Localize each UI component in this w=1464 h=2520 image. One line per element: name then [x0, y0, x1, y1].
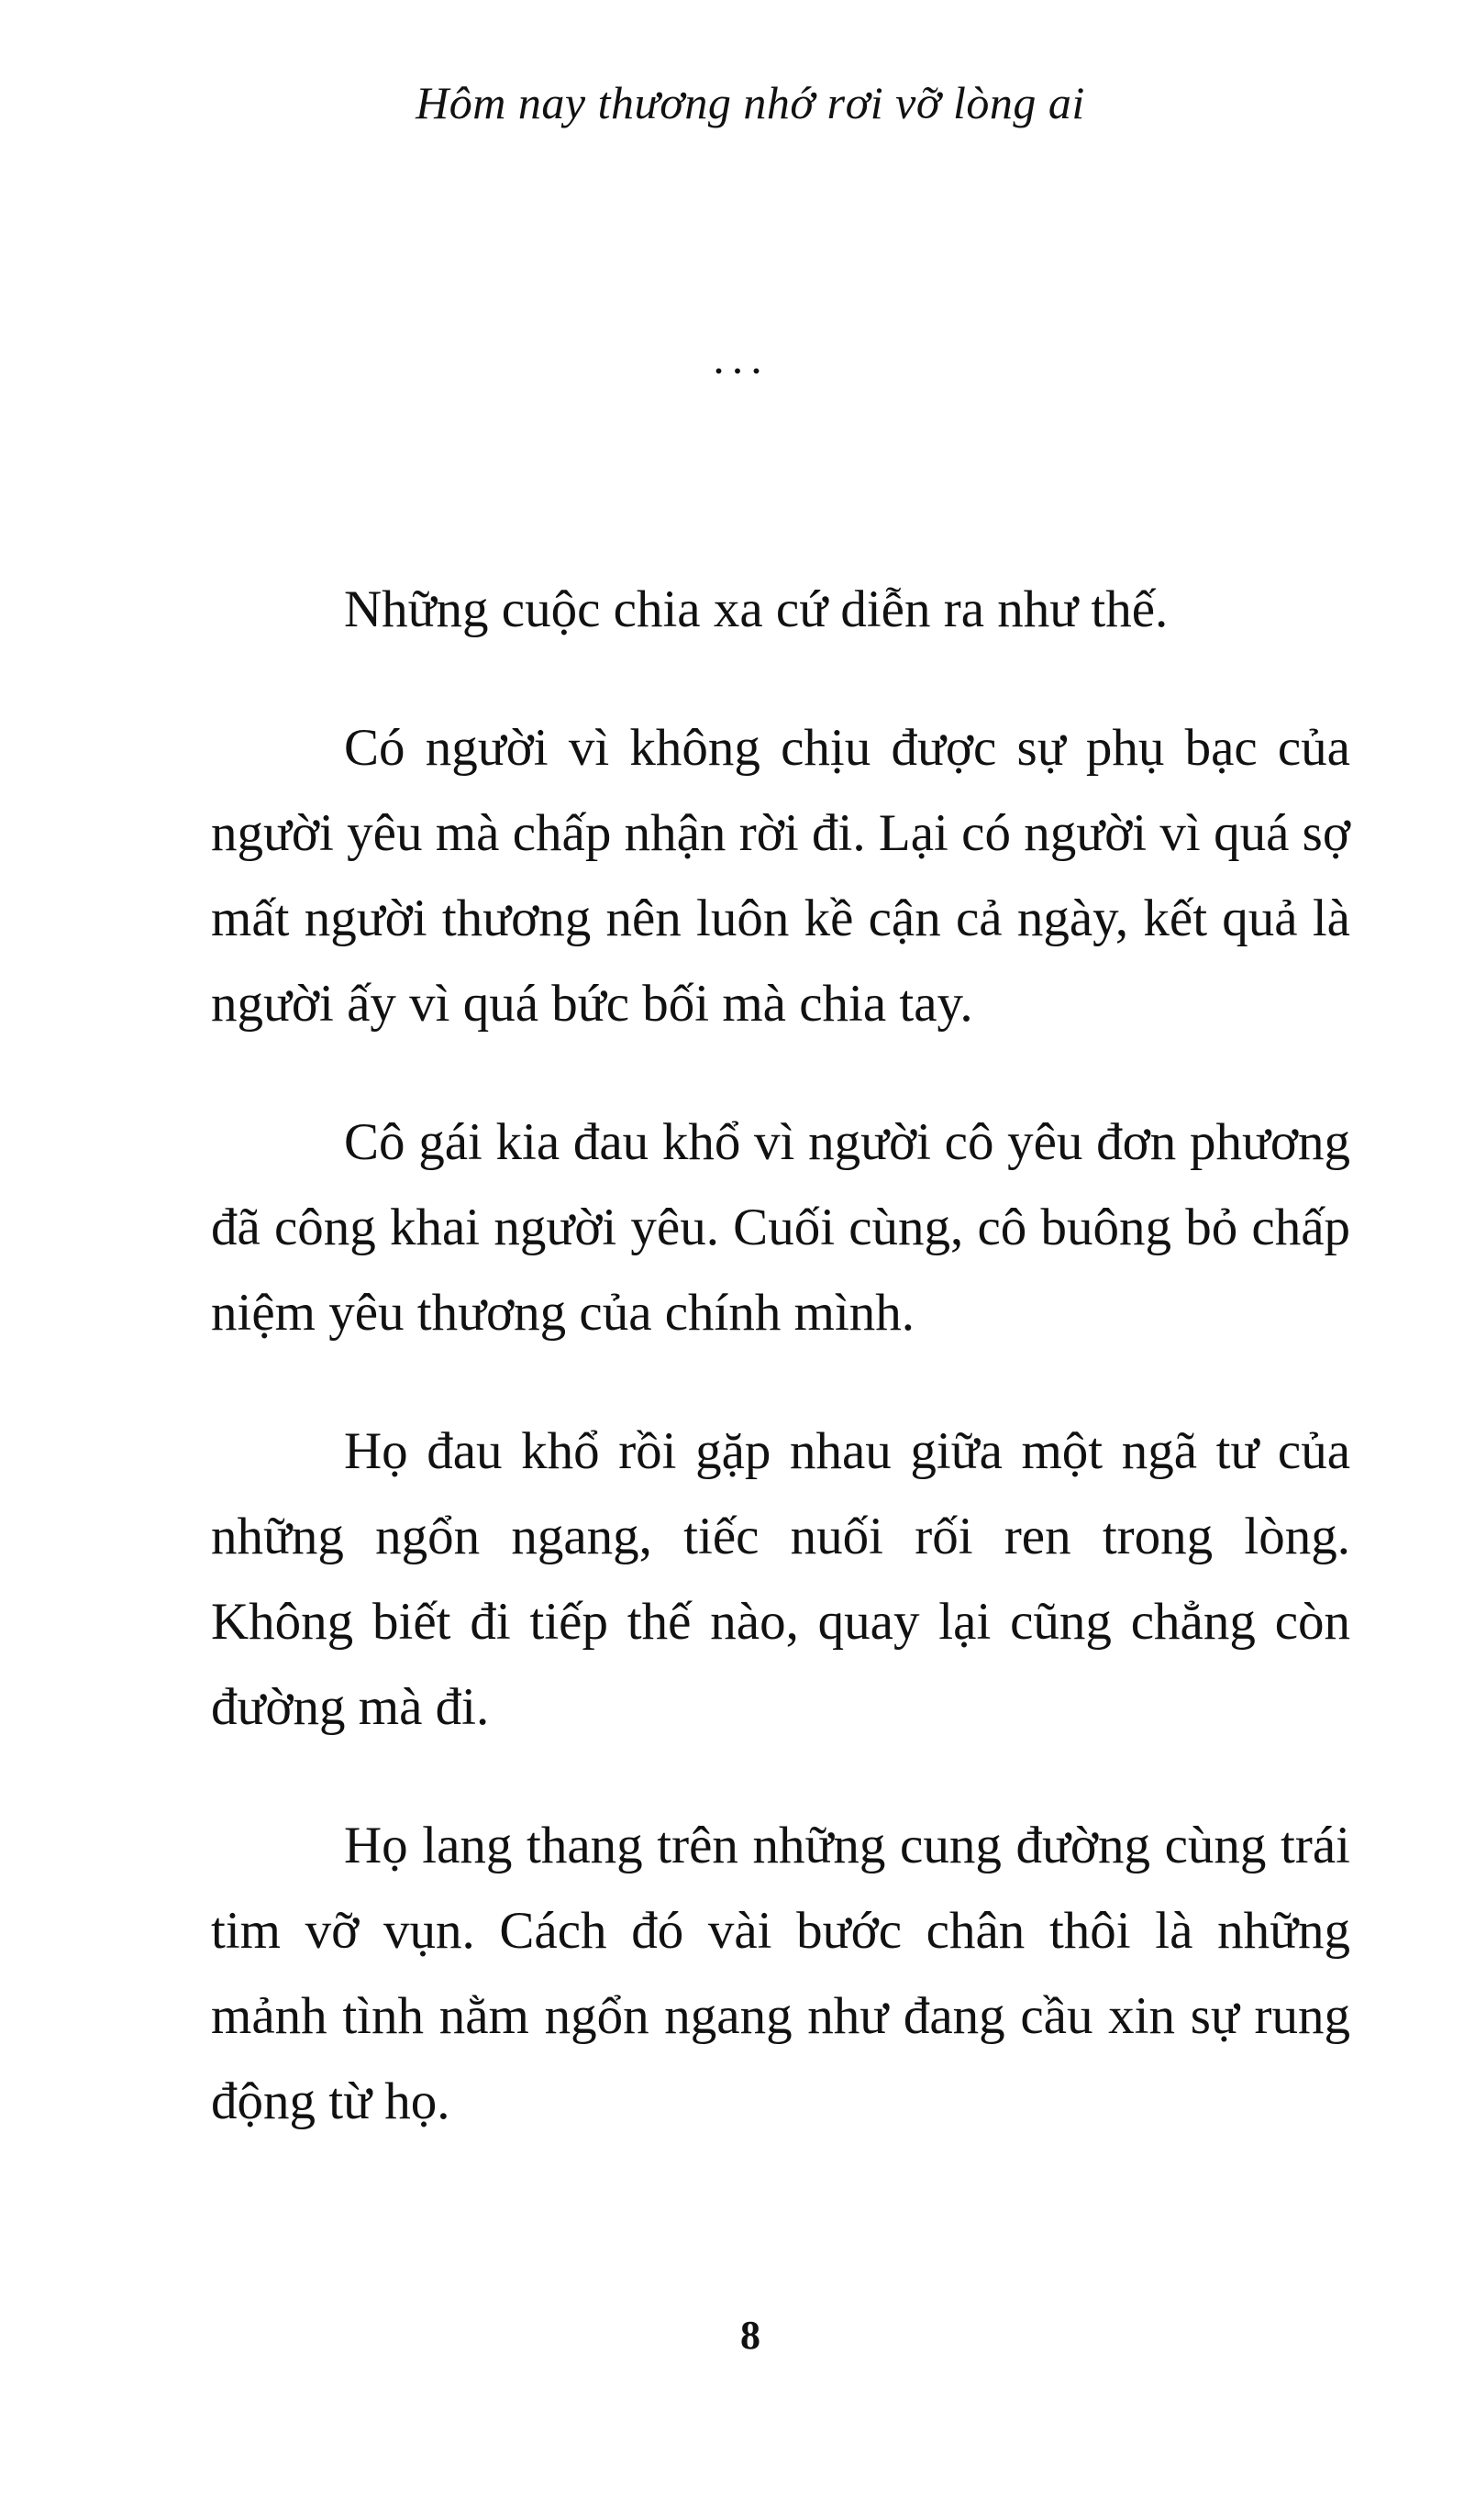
section-break-ellipsis: ... — [713, 332, 770, 383]
body-text — [211, 567, 1350, 2197]
paragraph-5: Họ lang thang trên những cung đường cùng trái tim vỡ vụn. Cách đó vài bước chân thôi là những mảnh tình nằm ngổn ngang như đang cầu xin sự rung động từ họ. — [211, 1817, 1350, 2130]
running-header-title: Hôm nay thương nhớ rơi vỡ lòng ai — [416, 77, 1085, 128]
paragraph-2: Có người vì không chịu được sự phụ bạc của người yêu mà chấp nhận rời đi. Lại có người vì quá sợ mất người thương nên luôn kề cận cả ngày, kết quả là người ấy vì quá bức bối mà chia tay. — [211, 719, 1350, 1033]
page-number: 8 — [740, 2313, 760, 2358]
paragraph-3: Cô gái kia đau khổ vì người cô yêu đơn phương đã công khai người yêu. Cuối cùng, cô buông bỏ chấp niệm yêu thương của chính mình. — [211, 1113, 1350, 1342]
paragraph-1: Những cuộc chia xa cứ diễn ra như thế. — [344, 580, 1169, 638]
paragraph-4: Họ đau khổ rồi gặp nhau giữa một ngã tư của những ngổn ngang, tiếc nuối rối ren trong lòng. Không biết đi tiếp thế nào, quay lại cũng chẳng còn đường mà đi. — [211, 1422, 1350, 1736]
